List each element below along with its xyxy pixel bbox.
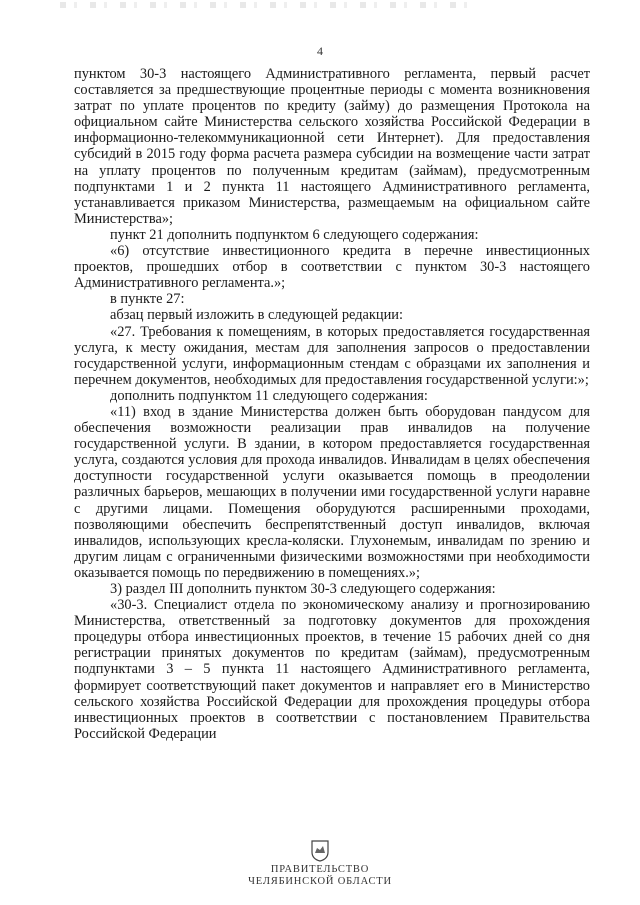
paragraph: 3) раздел III дополнить пунктом 30-3 следующего содержания: — [110, 581, 496, 597]
paragraph: пункт 21 дополнить подпунктом 6 следующего содержания: — [110, 226, 479, 243]
page-number: 4 — [317, 44, 323, 58]
paragraph: «11) вход в здание Министерства должен быть оборудован пандусом для обеспечения возможности реализации прав инвалидов на получение государственной услуги. В здании, в котором предоставляется государственная услуга, создаются условия для прохода инвалидов. Инвалидам в целях обеспечения доступности государственной услуги оказывается помощь в преодолении различных барьеров, мешающих в получении ими государственной услуги наравне с другими лицами. Помещения оборудуются расширенными проходами, позволяющими обеспечить беспрепятственный доступ инвалидов, включая инвалидов, использующих кресла-коляски. Глухонемым, инвалидам по зрению и другим лицам с ограниченными физическими возможностями при необходимости оказывается помощь по передвижению в помещениях.»; — [74, 403, 590, 581]
paragraph: абзац первый изложить в следующей редакции: — [110, 307, 404, 324]
paragraph: в пункте 27: — [110, 291, 185, 308]
paragraph: «6) отсутствие инвестиционного кредита в перечне инвестиционных проектов, прошедших отбор в соответствии с пунктом 30-3 настоящего Административного регламента.»; — [74, 243, 590, 292]
paragraph: дополнить подпунктом 11 следующего содержания: — [110, 387, 428, 404]
scan-artifact — [60, 2, 480, 8]
paragraph: «27. Требования к помещениям, в которых предоставляется государственная услуга, к месту ожидания, местам для заполнения запросов о предоставлении государственной услуги, информационным стендам с образцами их заполнения и перечнем документов, необходимых для предоставления государственной услуги:»; — [74, 323, 590, 388]
document-body — [74, 66, 590, 742]
document-footer — [0, 840, 640, 888]
paragraph: пунктом 30-3 настоящего Административного регламента, первый расчет составляется за предшествующие процентные периоды с момента возникновения затрат по уплате процентов по кредиту (займу) до размещения Протокола на официальном сайте Министерства сельского хозяйства Российской Федерации в информационно-телекоммуникационной сети Интернет). Для предоставления субсидий в 2015 году форма расчета размера субсидии на возмещение части затрат на уплату процентов по полученным кредитам (займам), предусмотренным подпунктами 1 и 2 пункта 11 настоящего Административного регламента, устанавливается приказом Министерства, размещаемым на официальном сайте Министерства»; — [74, 66, 590, 227]
coat-of-arms-icon — [311, 840, 329, 862]
paragraph: «30-3. Специалист отдела по экономическому анализу и прогнозированию Министерства, ответственный за подготовку документов для прохождения процедуры отбора инвестиционных проектов, в течение 15 рабочих дней со дня регистрации принятых документов по кредитам (займам), предусмотренным подпунктами 3 – 5 пункта 11 настоящего Административного регламента, формирует соответствующий пакет документов и направляет его в Министерство сельского хозяйства Российской Федерации для прохождения процедуры отбора инвестиционных проектов в соответствии с постановлением Правительства Российской Федерации — [74, 597, 590, 742]
footer-line-region: ЧЕЛЯБИНСКОЙ ОБЛАСТИ — [248, 876, 392, 887]
footer-line-government: ПРАВИТЕЛЬСТВО — [270, 864, 370, 875]
